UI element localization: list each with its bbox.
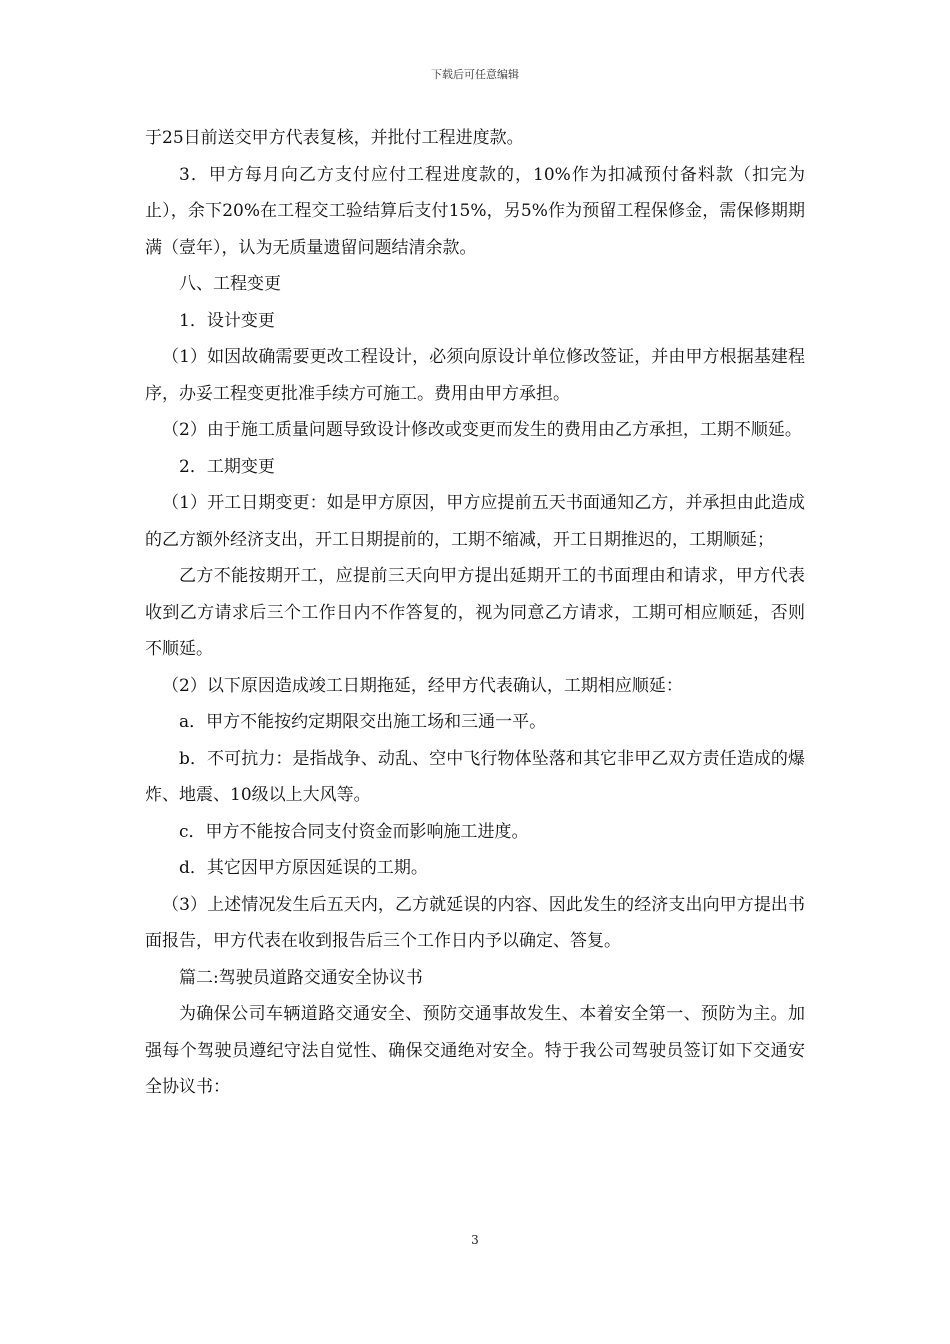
subsection-heading: 1．设计变更 xyxy=(179,310,275,331)
chapter-heading: 篇二:驾驶员道路交通安全协议书 xyxy=(179,967,423,988)
page-number: 3 xyxy=(471,1233,479,1247)
paragraph: 3．甲方每月向乙方支付应付工程进度款的，10%作为扣减预付备料款（扣完为止），余下20%在工程交工验结算后支付15%，另5%作为预留工程保修金，需保修期期满（壹年），认为无质量遗留问题结清余款。 xyxy=(145,164,805,258)
paragraph: 于25日前送交甲方代表复核，并批付工程进度款。 xyxy=(145,128,524,148)
paragraph: （2）由于施工质量问题导致设计修改或变更而发生的费用由乙方承担，工期不顺延。 xyxy=(162,420,802,440)
paragraph: （2）以下原因造成竣工日期拖延，经甲方代表确认，工期相应顺延： xyxy=(162,675,683,696)
paragraph: （3）上述情况发生后五天内，乙方就延误的内容、因此发生的经济支出向甲方提出书面报告，甲方代表在收到报告后三个工作日内予以确定、答复。 xyxy=(145,894,805,951)
list-item: b．不可抗力：是指战争、动乱、空中飞行物体坠落和其它非甲乙双方责任造成的爆炸、地震、10级以上大风等。 xyxy=(145,748,805,805)
paragraph: （1）开工日期变更：如是甲方原因，甲方应提前五天书面通知乙方，并承担由此造成的乙方额外经济支出，开工日期提前的，工期不缩减，开工日期推迟的，工期顺延； xyxy=(145,493,805,550)
section-heading: 八、工程变更 xyxy=(179,274,281,294)
list-item: a．甲方不能按约定期限交出施工场和三通一平。 xyxy=(179,712,547,732)
subsection-heading: 2．工期变更 xyxy=(179,456,275,477)
paragraph: 为确保公司车辆道路交通安全、预防交通事故发生、本着安全第一、预防为主。加强每个驾驶员遵纪守法自觉性、确保交通绝对安全。特于我公司驾驶员签订如下交通安全协议书： xyxy=(145,1004,805,1097)
list-item: c．甲方不能按合同支付资金而影响施工进度。 xyxy=(179,821,529,842)
paragraph: （1）如因故确需要更改工程设计，必须向原设计单位修改签证，并由甲方根据基建程序，办妥工程变更批准手续方可施工。费用由甲方承担。 xyxy=(145,347,805,404)
document-body xyxy=(145,120,805,1106)
list-item: d．其它因甲方原因延误的工期。 xyxy=(179,858,428,878)
page-header-note: 下载后可任意编辑 xyxy=(431,68,519,81)
paragraph: 乙方不能按期开工，应提前三天向甲方提出延期开工的书面理由和请求，甲方代表收到乙方请求后三个工作日内不作答复的，视为同意乙方请求，工期可相应顺延，否则不顺延。 xyxy=(145,566,805,659)
